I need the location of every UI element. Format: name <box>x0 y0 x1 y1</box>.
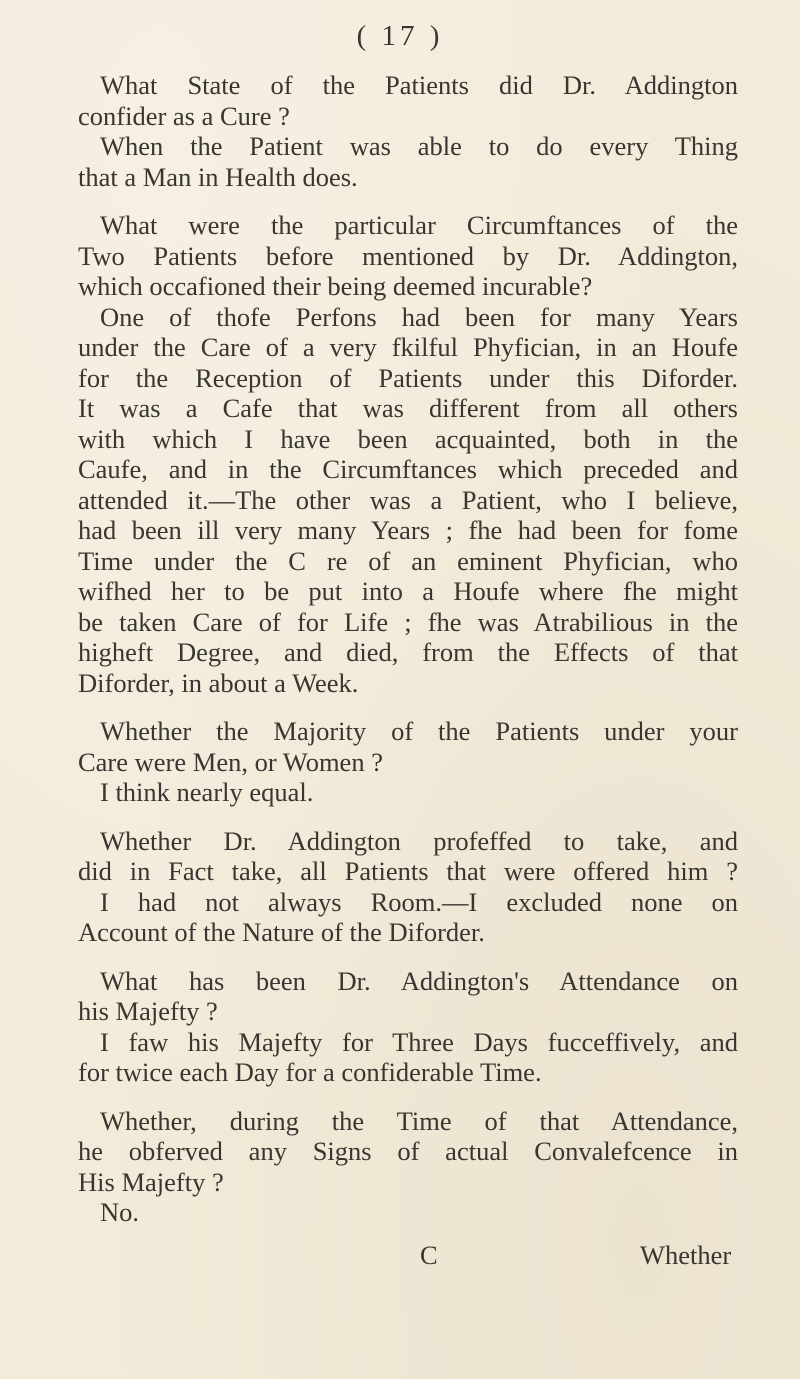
text-line: wifhed her to be put into a Houfe where fhe might <box>78 576 738 606</box>
text-line: Account of the Nature of the Diforder. <box>78 917 485 947</box>
text-line: under the Care of a very fkilful Phyfician, in an Houfe <box>78 332 738 362</box>
text-line: I faw his Majefty for Three Days fucceffively, and <box>100 1026 738 1057</box>
text-line: Whether, during the Time of that Attendance, <box>100 1105 738 1136</box>
qa-section <box>78 70 738 192</box>
text-line: Whether Dr. Addington profeffed to take, and <box>100 825 738 856</box>
qa-section <box>78 1106 738 1228</box>
text-line: had been ill very many Years ; fhe had been for fome <box>78 515 738 545</box>
text-block <box>78 70 738 1246</box>
text-line: Diforder, in about a Week. <box>78 667 359 698</box>
qa-section <box>78 210 738 698</box>
qa-section <box>78 966 738 1088</box>
text-line: higheft Degree, and died, from the Effects of that <box>78 637 738 667</box>
text-line: I think nearly equal. <box>100 777 314 807</box>
catchword: Whether <box>640 1240 732 1270</box>
text-line: Time under the C re of an eminent Phyfician, who <box>78 545 738 576</box>
text-line: that a Man in Health does. <box>78 161 358 192</box>
text-line: Care were Men, or Women ? <box>78 746 383 777</box>
text-line: attended it.—The other was a Patient, who I believe, <box>78 484 738 515</box>
text-line: His Majefty ? <box>78 1166 224 1197</box>
text-line: his Majefty ? <box>78 996 218 1026</box>
text-line: Whether the Majority of the Patients under your <box>100 716 738 746</box>
qa-section <box>78 826 738 948</box>
text-line: What State of the Patients did Dr. Addington <box>100 70 738 100</box>
text-line: No. <box>100 1197 140 1227</box>
text-line: One of thofe Perfons had been for many Years <box>100 301 738 332</box>
qa-section <box>78 716 738 808</box>
text-line: which occafioned their being deemed incurable? <box>78 271 593 301</box>
text-line: When the Patient was able to do every Thing <box>100 131 738 161</box>
text-line: What has been Dr. Addington's Attendance on <box>100 965 738 996</box>
text-line: Two Patients before mentioned by Dr. Addington, <box>78 240 738 271</box>
text-line: did in Fact take, all Patients that were offered him ? <box>78 856 738 886</box>
text-line: for the Reception of Patients under this Diforder. <box>78 362 738 393</box>
text-line: It was a Cafe that was different from all others <box>78 393 738 423</box>
text-line: Caufe, and in the Circumftances which preceded and <box>78 454 738 484</box>
text-line: What were the particular Circumftances of the <box>100 210 738 240</box>
page-number: ( 17 ) <box>356 20 444 52</box>
signature-mark: C <box>420 1240 438 1270</box>
text-line: with which I have been acquainted, both in the <box>78 423 738 454</box>
text-line: he obferved any Signs of actual Convalefcence in <box>78 1136 738 1166</box>
text-line: be taken Care of for Life ; fhe was Atrabilious in the <box>78 606 738 637</box>
text-line: for twice each Day for a confiderable Time. <box>78 1057 542 1087</box>
text-line: confider as a Cure ? <box>78 100 290 131</box>
page-footer <box>0 1240 800 1274</box>
text-line: I had not always Room.—I excluded none on <box>100 886 738 917</box>
